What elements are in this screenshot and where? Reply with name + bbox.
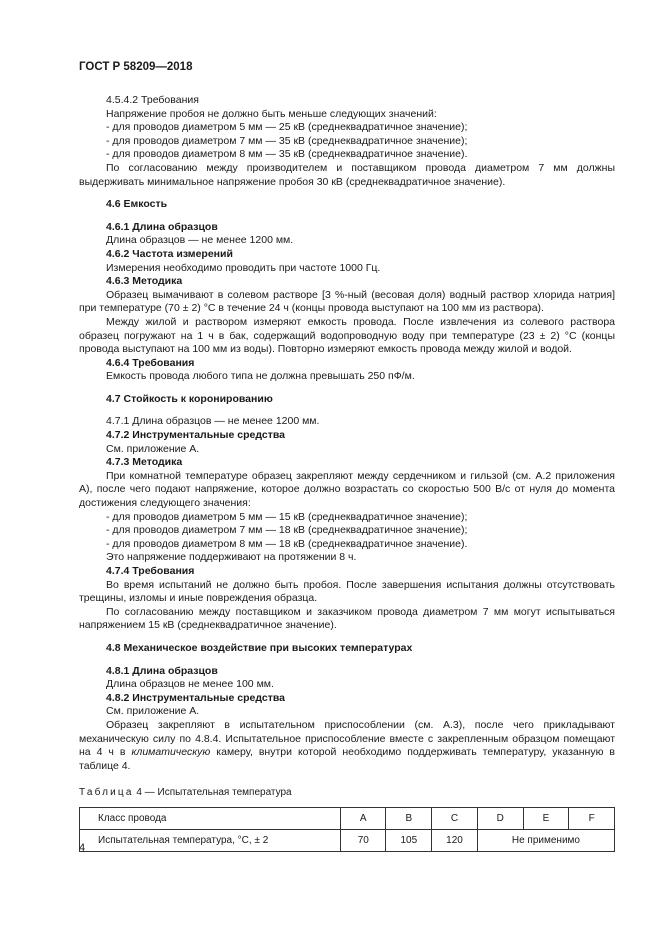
list-item: - для проводов диаметром 8 мм — 18 кВ (среднеквадратичное значение). <box>106 537 468 550</box>
page-number: 4 <box>79 842 86 854</box>
section-4-5-4-2-note: По согласованию между производителем и поставщиком провода диаметром 7 мм должны выдерживать минимальное напряжение пробоя 30 кВ (среднеквадратичное значение). <box>79 161 615 188</box>
section-4-8-1-text: Длина образцов не менее 100 мм. <box>106 678 274 691</box>
table-cell-class: E <box>523 807 569 829</box>
list-item: - для проводов диаметром 5 мм — 15 кВ (среднеквадратичное значение); <box>106 510 468 523</box>
table-cell-class: C <box>432 807 478 829</box>
table-cell-label: Испытательная температура, °С, ± 2 <box>80 829 341 851</box>
section-4-6-2-text: Измерения необходимо проводить при частоте 1000 Гц. <box>106 261 381 274</box>
section-4-7-4-paragraph-2: По согласованию между поставщиком и заказчиком провода диаметром 7 мм могут испытываться напряжением 15 кВ (среднеквадратичное значение). <box>79 605 615 632</box>
paragraph-text: камеру, внутри которой необходимо поддерживать температуру, указанную в таблице 4. <box>79 746 616 772</box>
section-4-7-3-paragraph-1: При комнатной температуре образец закрепляют между сердечником и гильзой (см. А.2 приложения А), после чего подают напряжение, которое должно возрастать со скоростью 500 В/с от нуля до момента достижения следующего значения: <box>79 469 615 510</box>
table-caption-text: 4 — Испытательная температура <box>133 787 292 799</box>
section-4-8-title: 4.8 Механическое воздействие при высоких температурах <box>106 641 413 654</box>
table-row <box>80 829 615 851</box>
section-4-6-4-title: 4.6.4 Требования <box>106 356 195 369</box>
table-cell-temperature: 70 <box>341 829 386 851</box>
section-4-7-4-title: 4.7.4 Требования <box>106 565 195 577</box>
table-cell-temperature: 105 <box>386 829 432 851</box>
table-cell-class: A <box>341 807 386 829</box>
section-4-5-4-2-title: 4.5.4.2 Требования <box>106 94 199 106</box>
section-4-6-title: 4.6 Емкость <box>106 198 168 211</box>
section-4-6-3-title: 4.6.3 Методика <box>106 275 183 288</box>
table-cell-class: D <box>477 807 523 829</box>
document-header: ГОСТ Р 58209—2018 <box>79 61 193 73</box>
section-4-7-4-paragraph-1: Во время испытаний не должно быть пробоя. После завершения испытания должны отсутствовать трещины, изломы и иные повреждения образца. <box>79 578 615 605</box>
section-4-6-2-title: 4.6.2 Частота измерений <box>106 247 233 260</box>
section-4-6-4-text: Емкость провода любого типа не должна превышать 250 пФ/м. <box>106 370 415 383</box>
list-item: - для проводов диаметром 7 мм — 35 кВ (среднеквадратичное значение); <box>106 134 468 147</box>
section-4-8-1-title: 4.8.1 Длина образцов <box>106 664 218 677</box>
section-4-6-3-paragraph-2: Между жилой и раствором измеряют емкость провода. После извлечения из солевого раствора образец погружают на 1 ч в бак, содержащий водопроводную воду при температуре (23 ± 2) °С (концы провода выступают на 100 мм из воды). Повторно измеряют емкость провода между жилой и водой. <box>79 315 615 356</box>
list-item: - для проводов диаметром 5 мм — 25 кВ (среднеквадратичное значение); <box>106 121 468 134</box>
table-row <box>80 807 615 829</box>
section-4-7-3-title: 4.7.3 Методика <box>106 456 183 469</box>
table-4-caption <box>79 786 615 800</box>
table-caption-word: Таблица <box>79 787 134 799</box>
list-item: - для проводов диаметром 7 мм — 18 кВ (среднеквадратичное значение); <box>106 524 468 537</box>
section-4-8-2-text: См. приложение А. <box>106 705 200 718</box>
table-4 <box>79 807 615 852</box>
table-cell-class: B <box>386 807 432 829</box>
table-cell-not-applicable: Не применимо <box>477 829 614 851</box>
section-4-7-2-title: 4.7.2 Инструментальные средства <box>106 429 285 442</box>
section-4-6-3-paragraph-1: Образец вымачивают в солевом растворе [3 %-ный (весовая доля) водный раствор хлорида натрия] при температуре (70 ± 2) °С в течение 24 ч (концы провода выступают на 100 мм из раствора). <box>79 288 615 315</box>
table-cell-class: F <box>569 807 615 829</box>
section-4-7-3-paragraph-2: Это напряжение поддерживают на протяжении 8 ч. <box>106 551 357 564</box>
table-cell-temperature: 120 <box>432 829 478 851</box>
section-4-5-4-2-intro: Напряжение пробоя не должно быть меньше следующих значений: <box>106 107 437 120</box>
section-4-8-2-title: 4.8.2 Инструментальные средства <box>106 691 285 704</box>
italic-word: климатическую <box>131 746 211 759</box>
paragraph-text: Образец закрепляют в испытательном приспособлении (см. А.3), после чего прикладывают механическую силу по 4.8.4. Испытательное приспособление вместе с закрепленным образцом помещают на 4 ч в <box>79 718 615 759</box>
section-4-7-title: 4.7 Стойкость к коронированию <box>106 392 273 405</box>
section-4-6-1-title: 4.6.1 Длина образцов <box>106 220 218 233</box>
section-4-8-paragraph <box>79 719 615 773</box>
table-cell-label: Класс провода <box>80 807 341 829</box>
section-4-7-2-text: См. приложение А. <box>106 442 200 455</box>
section-4-7-1-text: 4.7.1 Длина образцов — не менее 1200 мм. <box>106 415 320 428</box>
list-item: - для проводов диаметром 8 мм — 35 кВ (среднеквадратичное значение). <box>106 148 468 161</box>
document-body <box>79 94 615 852</box>
section-4-6-1-text: Длина образцов — не менее 1200 мм. <box>106 234 294 247</box>
